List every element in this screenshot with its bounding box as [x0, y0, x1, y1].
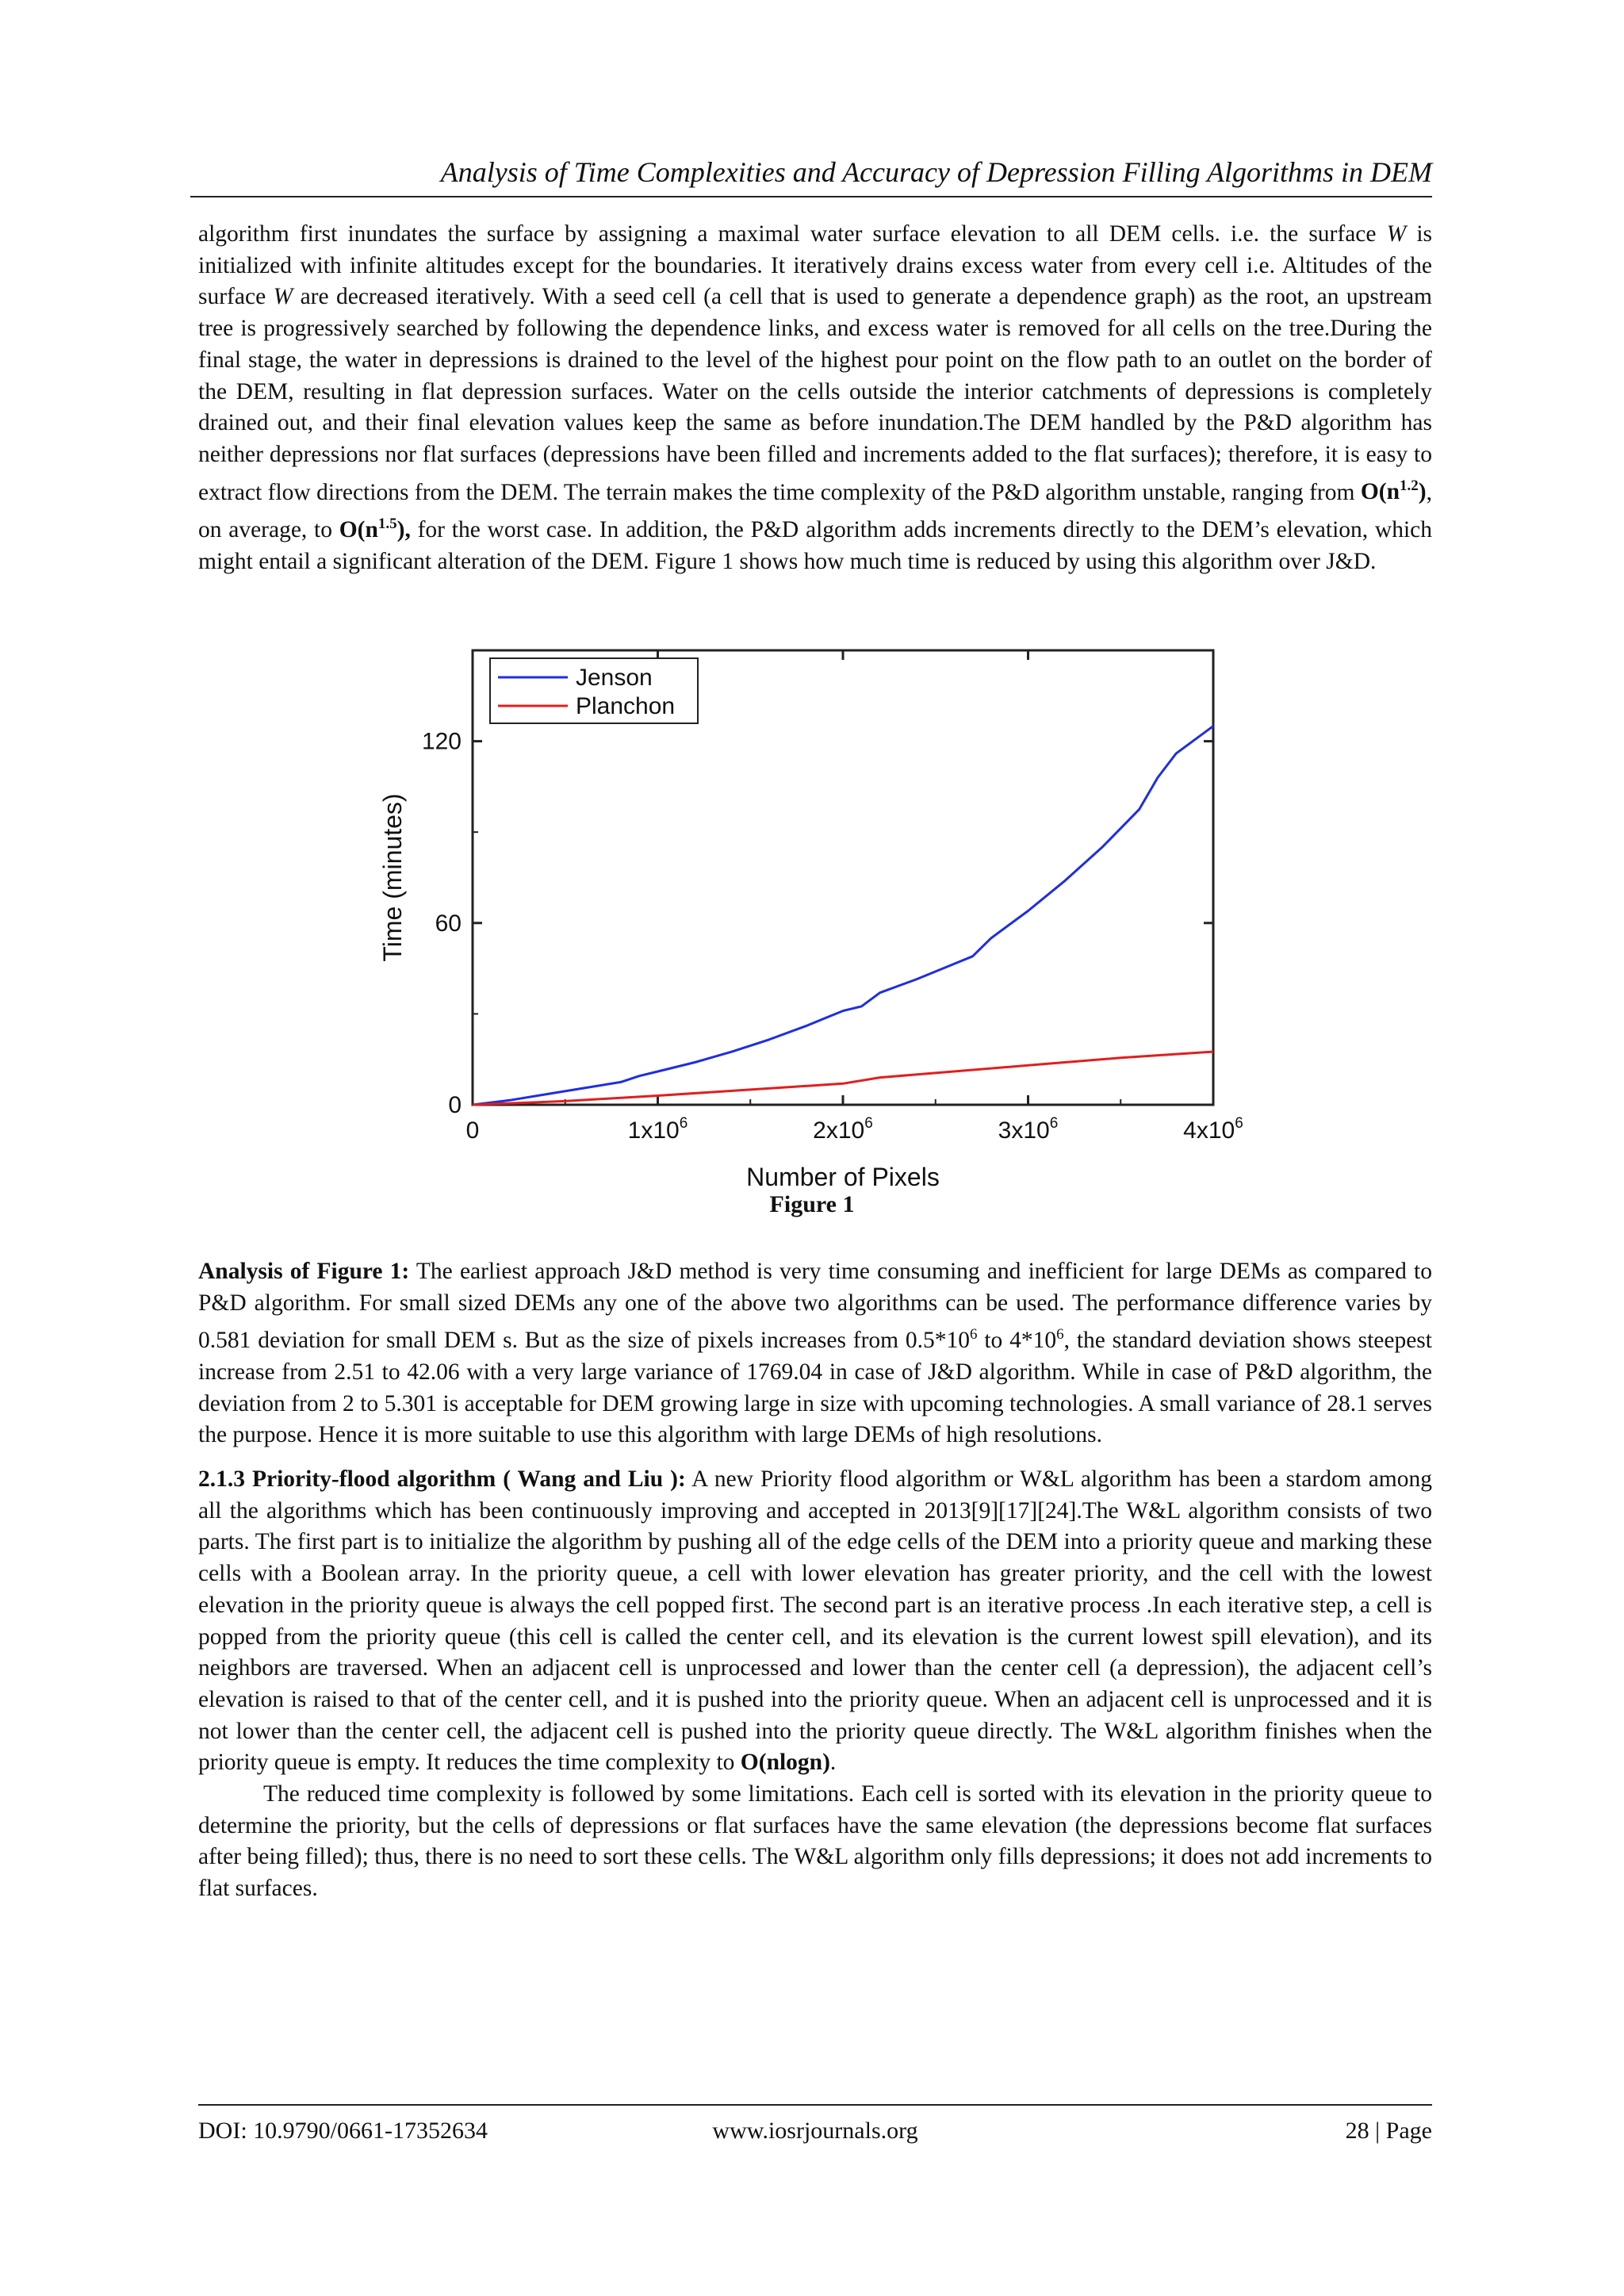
para1-text-2: is initialized with infinite altitudes except for the boundaries. It iteratively drains excess water from every cell i.e. Altitudes of the surface [198, 221, 1432, 310]
para3-text-2: . [829, 1750, 837, 1776]
para2-text-1: The earliest approach J&D method is very time consuming and inefficient for large DEMs as compared to P&D algorithm. For small sized DEMs any one of the above two algorithms can be used. The performance difference varies by 0.581 deviation for small DEM s. But as the size of pixels increases from 0.5*10 [198, 1259, 1432, 1354]
footer-doi: DOI: 10.9790/0661-17352634 [198, 2118, 488, 2144]
para1-text-1: algorithm first inundates the surface by assigning a maximal water surface elevation to all DEM cells. i.e. the surface [198, 221, 1387, 247]
figure-caption [0, 1189, 1624, 1221]
x-tick-label-2: $2x10^6$ [813, 1115, 873, 1144]
time-vs-pixels-chart [363, 641, 1259, 1229]
page-footer [198, 2104, 1432, 2144]
x-tick-label-4: $4x10^6$ [1183, 1115, 1243, 1144]
chart-legend [490, 658, 698, 723]
x-tick-label-0: 0 [465, 1117, 480, 1144]
paragraph-limitations: The reduced time complexity is followed by some limitations. Each cell is sorted with its elevation in the priority queue to determine the priority, but the cells of depressions or flat surfaces have the same elevation (the depressions become flat surfaces after being filled); thus, there is no need to sort these cells. The W&L algorithm only fills depressions; it does not add increments to flat surfaces. [198, 1781, 1432, 1902]
legend-label-jenson: Jenson [576, 665, 653, 691]
analysis-lead: Analysis of Figure 1: [198, 1259, 410, 1284]
para1-text-5: for the worst case. In addition, the P&D algorithm adds increments directly to the DEM’s elevation, which might entail a significant alteration of the DEM. Figure 1 shows how much time is reduced by using this algorithm over J&D. [198, 516, 1432, 574]
paragraph-analysis-figure-1 [198, 1256, 1432, 1451]
section-priority-flood [198, 1464, 1432, 1905]
footer-website: www.iosrjournals.org [712, 2118, 918, 2144]
complexity-average: $O(n^{1.2})$ [1360, 477, 1427, 505]
para1-surface-w-1: W [1386, 221, 1407, 247]
legend-label-planchon: Planchon [576, 693, 676, 719]
para2-text-2: to 4*10 [977, 1328, 1057, 1354]
x-axis-label: Number of Pixels [746, 1163, 940, 1191]
figure-1 [363, 641, 1259, 1229]
figure-caption-text: Figure 1 [769, 1191, 855, 1217]
chart-series [473, 726, 1213, 1106]
complexity-nlogn: O(nlogn) [740, 1750, 830, 1776]
para1-text-4: , on average, to [198, 479, 1432, 542]
y-tick-label-0: 0 [448, 1092, 462, 1118]
running-header-title: Analysis of Time Complexities and Accuracy of Depression Filling Algorithms in DEM [440, 156, 1432, 188]
running-header [190, 153, 1432, 197]
y-axis-label: Time (minutes) [378, 793, 407, 962]
section-heading-2-1-3: 2.1.3 Priority-flood algorithm ( Wang and Liu ): [198, 1466, 686, 1492]
y-tick-label-1: 60 [435, 910, 462, 937]
para2-text-3: , the standard deviation shows steepest increase from 2.51 to 42.06 with a very large variance of 1769.04 in case of J&D algorithm. While in case of P&D algorithm, the deviation from 2 to 5.301 is acceptable for DEM growing large in size with upcoming technologies. A small variance of 28.1 serves the purpose. Hence it is more suitable to use this algorithm with large DEMs of high resolutions. [198, 1328, 1432, 1448]
footer-page-number: 28 | Page [1345, 2118, 1432, 2144]
para2-exp-2: 6 [1056, 1326, 1064, 1343]
x-tick-label-3: $3x10^6$ [998, 1115, 1059, 1144]
chart-axes [378, 650, 1243, 1191]
para1-text-3: are decreased iteratively. With a seed cell (a cell that is used to generate a dependence graph) as the root, an upstream tree is progressively searched by following the dependence links, and excess water is removed for all cells on the tree.During the final stage, the water in depressions is drained to the level of the highest pour point on the flow path to an outlet on the border of the DEM, resulting in flat depression surfaces. Water on the cells outside the interior catchments of depressions is completely drained out, and their final elevation values keep the same as before inundation.The DEM handled by the P&D algorithm has neither depressions nor flat surfaces (depressions have been filled and increments added to the flat surfaces); therefore, it is easy to extract flow directions from the DEM. The terrain makes the time complexity of the P&D algorithm unstable, ranging from [198, 284, 1432, 505]
para1-surface-w-2: W [273, 284, 293, 310]
x-tick-label-1: $1x10^6$ [627, 1115, 688, 1144]
para3-text-1: A new Priority flood algorithm or W&L algorithm has been a stardom among all the algorithms which has been continuously improving and accepted in 2013[9][17][24].The W&L algorithm consists of two parts. The first part is to initialize the algorithm by pushing all of the edge cells of the DEM into a priority queue and marking these cells with a Boolean array. In the priority queue, a cell with lower elevation has greater priority, and the cell with the lowest elevation in the priority queue is always the cell popped first. The second part is an iterative process .In each iterative step, a cell is popped from the priority queue (this cell is called the center cell, and its elevation is the current lowest spill elevation), and its neighbors are traversed. When an adjacent cell is unprocessed and lower than the center cell (a depression), the adjacent cell’s elevation is raised to that of the center cell, and it is pushed into the priority queue. When an adjacent cell is unprocessed and it is not lower than the center cell, the adjacent cell is pushed into the priority queue directly. The W&L algorithm finishes when the priority queue is empty. It reduces the time complexity to [198, 1466, 1432, 1776]
para2-exp-1: 6 [970, 1326, 978, 1343]
y-tick-label-2: 120 [421, 728, 462, 755]
complexity-worst: $O(n^{1.5})$, [339, 516, 411, 542]
paragraph-pd-algorithm [198, 219, 1432, 577]
series-line-jenson [473, 726, 1213, 1106]
